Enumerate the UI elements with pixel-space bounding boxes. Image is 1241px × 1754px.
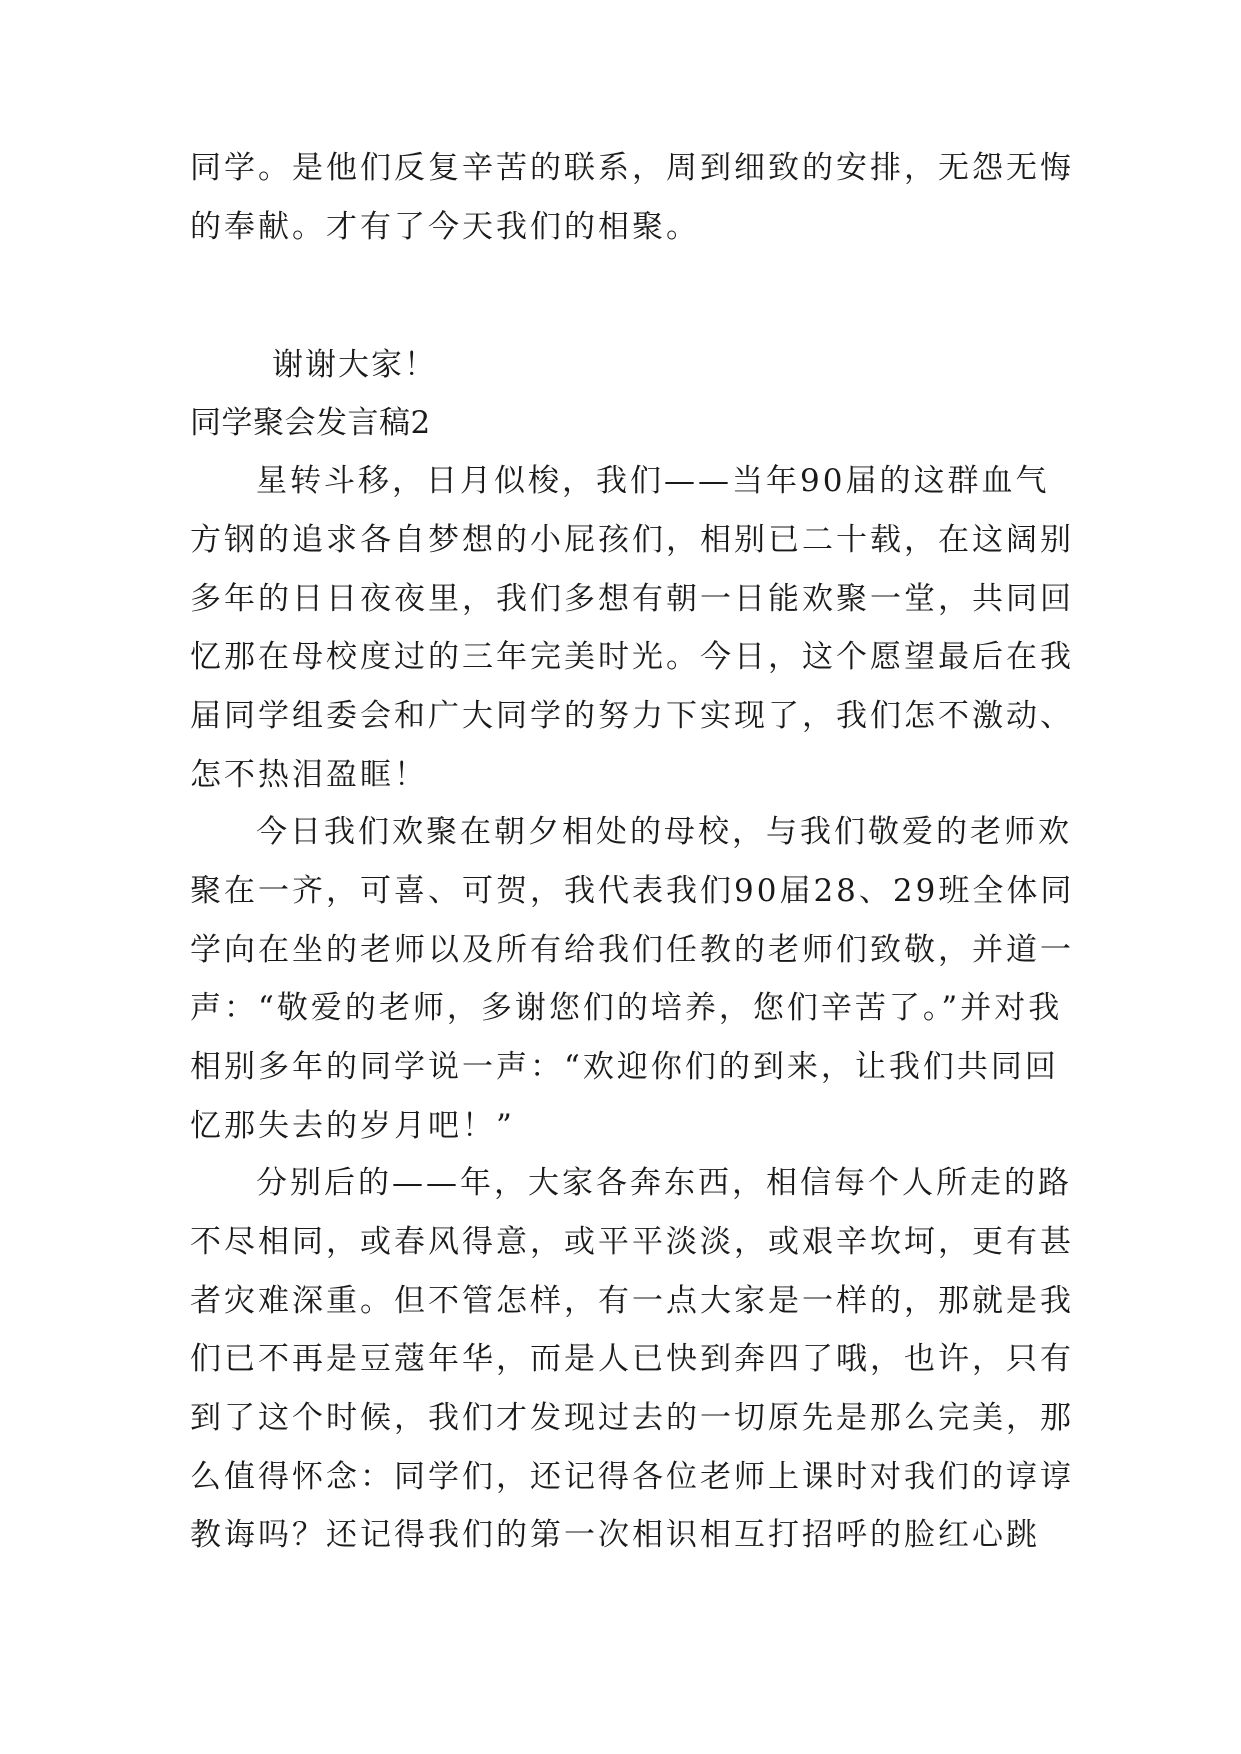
paragraph-2-line-5: 相别多年的同学说一声：“欢迎你们的到来，让我们共同回 (190, 1049, 1059, 1085)
paragraph-2-line-3: 学向在坐的老师以及所有给我们任教的老师们致敬，并道一 (190, 932, 1074, 968)
paragraph-3-line-7: 教诲吗？还记得我们的第一次相识相互打招呼的脸红心跳 (190, 1517, 1040, 1553)
paragraph-2-line-4: 声：“敬爱的老师，多谢您们的培养，您们辛苦了。”并对我 (190, 990, 1063, 1026)
paragraph-3-line-5: 到了这个时候，我们才发现过去的一切原先是那么完美，那 (190, 1400, 1074, 1436)
closing-line: 谢谢大家！ (272, 347, 437, 383)
paragraph-3-line-2: 不尽相同，或春风得意，或平平淡淡，或艰辛坎坷，更有甚 (190, 1224, 1074, 1260)
paragraph-1-line-2: 方钢的追求各自梦想的小屁孩们，相别已二十载，在这阔别 (190, 522, 1074, 558)
paragraph-1-line-5: 届同学组委会和广大同学的努力下实现了，我们怎不激动、 (190, 698, 1074, 734)
paragraph-3-line-6: 么值得怀念：同学们，还记得各位老师上课时对我们的谆谆 (190, 1459, 1074, 1495)
paragraph-2-line-6: 忆那失去的岁月吧！” (190, 1108, 515, 1144)
paragraph-2-line-2: 聚在一齐，可喜、可贺，我代表我们90届28、29班全体同 (190, 873, 1075, 909)
paragraph-3-line-3: 者灾难深重。但不管怎样，有一点大家是一样的，那就是我 (190, 1283, 1074, 1319)
section-title: 同学聚会发言稿2 (190, 405, 431, 441)
paragraph-3-line-4: 们已不再是豆蔻年华，而是人已快到奔四了哦，也许，只有 (190, 1341, 1074, 1377)
paragraph-3-line-1: 分别后的——年，大家各奔东西，相信每个人所走的路 (256, 1165, 1072, 1201)
paragraph-1-line-3: 多年的日日夜夜里，我们多想有朝一日能欢聚一堂，共同回 (190, 581, 1074, 617)
paragraph-2-line-1: 今日我们欢聚在朝夕相处的母校，与我们敬爱的老师欢 (256, 814, 1072, 850)
paragraph-1-line-6: 怎不热泪盈眶！ (190, 757, 428, 793)
intro-line-2: 的奉献。才有了今天我们的相聚。 (190, 209, 700, 245)
intro-line-1: 同学。是他们反复辛苦的联系，周到细致的安排，无怨无悔 (190, 150, 1074, 186)
paragraph-1-line-1: 星转斗移，日月似梭，我们——当年90届的这群血气 (256, 463, 1050, 499)
paragraph-1-line-4: 忆那在母校度过的三年完美时光。今日，这个愿望最后在我 (190, 639, 1074, 675)
